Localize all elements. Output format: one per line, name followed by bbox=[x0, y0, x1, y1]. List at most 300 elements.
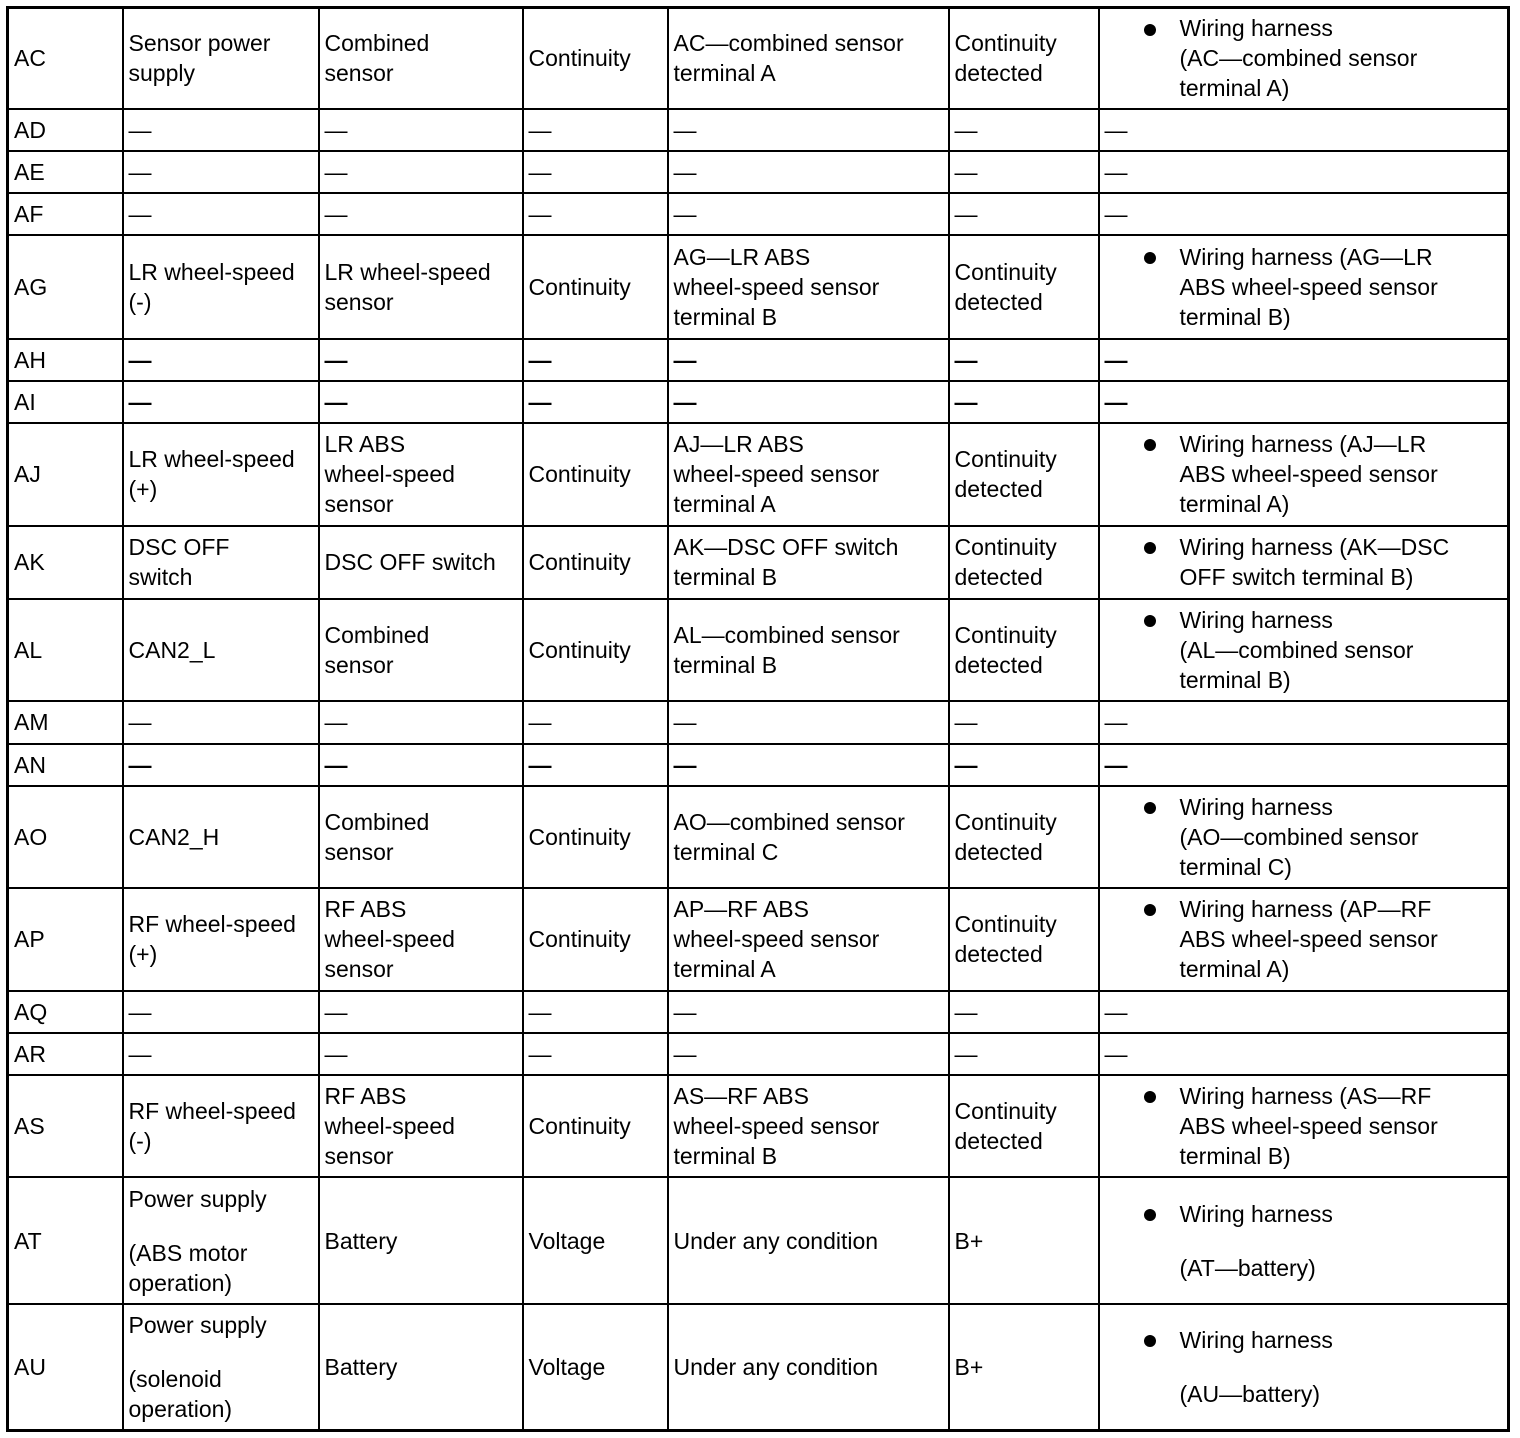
result-cell bbox=[949, 599, 1099, 701]
text-line: Under any condition bbox=[673, 1353, 879, 1380]
dash-mark: — bbox=[1104, 346, 1128, 373]
text-line: Power supply bbox=[128, 1185, 267, 1212]
dash-mark: — bbox=[528, 117, 552, 143]
text-line: (AU—battery) bbox=[1179, 1380, 1321, 1407]
empty-cell bbox=[668, 991, 949, 1033]
remarks-text bbox=[1180, 13, 1503, 103]
empty-cell bbox=[523, 381, 668, 423]
text-line: detected bbox=[954, 289, 1043, 316]
text-line: wheel-speed sensor bbox=[673, 1113, 880, 1140]
empty-cell bbox=[668, 701, 949, 743]
table-row bbox=[8, 1075, 1509, 1177]
empty-cell bbox=[668, 151, 949, 193]
result-cell bbox=[949, 423, 1099, 525]
empty-cell bbox=[949, 701, 1099, 743]
result-cell bbox=[949, 888, 1099, 990]
dash-mark: — bbox=[128, 117, 152, 143]
dash-mark: — bbox=[1104, 709, 1128, 736]
dash-mark: — bbox=[128, 346, 152, 373]
text-line: Power supply bbox=[128, 1311, 267, 1338]
bullet-icon bbox=[1144, 802, 1156, 814]
text-line: DSC OFF switch bbox=[324, 549, 496, 576]
text-line: terminal C) bbox=[1179, 853, 1292, 880]
result-cell bbox=[949, 8, 1099, 109]
bullet-icon bbox=[1144, 252, 1156, 264]
text-line: RF ABS bbox=[324, 1083, 407, 1110]
terminal-cell: AJ bbox=[8, 423, 123, 525]
text-line: Continuity bbox=[954, 911, 1057, 938]
remarks-text bbox=[1180, 1199, 1503, 1283]
text-line: sensor bbox=[324, 838, 394, 865]
text-line: (+) bbox=[128, 941, 158, 968]
dash-mark: — bbox=[954, 389, 978, 416]
text-line: (solenoid bbox=[128, 1365, 222, 1392]
bullet-icon bbox=[1144, 1335, 1156, 1347]
text-line: Continuity bbox=[954, 259, 1057, 286]
empty-cell bbox=[523, 744, 668, 786]
empty-cell bbox=[1099, 991, 1509, 1033]
dash-mark: — bbox=[1104, 751, 1128, 778]
text-line: Continuity bbox=[954, 30, 1057, 57]
terminal-cell: AT bbox=[8, 1177, 123, 1304]
text-line: AS—RF ABS bbox=[673, 1083, 809, 1110]
dash-mark: — bbox=[528, 389, 552, 416]
text-line: terminal C bbox=[673, 838, 779, 865]
empty-cell bbox=[319, 701, 523, 743]
terminal-cell: AQ bbox=[8, 991, 123, 1033]
empty-cell bbox=[123, 744, 319, 786]
text-line: sensor bbox=[324, 652, 394, 679]
remarks-cell bbox=[1099, 888, 1509, 990]
text-line: (AL—combined sensor bbox=[1179, 637, 1414, 664]
text-line bbox=[129, 1214, 313, 1238]
text-line: LR wheel-speed bbox=[128, 446, 295, 473]
dash-mark: — bbox=[528, 159, 552, 186]
dash-mark: — bbox=[673, 389, 697, 416]
result-cell bbox=[949, 1075, 1099, 1177]
empty-cell bbox=[523, 109, 668, 151]
text-line: ABS wheel-speed sensor bbox=[1179, 461, 1438, 488]
dash-mark: — bbox=[1104, 389, 1128, 416]
text-line: Combined bbox=[324, 622, 430, 649]
table-row bbox=[8, 1177, 1509, 1304]
dash-mark: — bbox=[324, 201, 348, 228]
connected-part-cell bbox=[319, 526, 523, 599]
empty-cell bbox=[123, 701, 319, 743]
connected-part-cell bbox=[319, 1304, 523, 1431]
text-line: CAN2_H bbox=[128, 823, 220, 850]
text-line: LR wheel-speed bbox=[324, 259, 491, 286]
terminal-cell: AC bbox=[8, 8, 123, 109]
dash-mark: — bbox=[528, 201, 552, 228]
test-condition-cell bbox=[668, 235, 949, 338]
text-line: (-) bbox=[128, 289, 152, 316]
dash-mark: — bbox=[128, 201, 152, 228]
text-line: Continuity bbox=[954, 808, 1057, 835]
text-line: Wiring harness (AP—RF bbox=[1179, 896, 1432, 923]
text-line: detected bbox=[954, 838, 1043, 865]
test-item-cell: Continuity bbox=[523, 8, 668, 109]
connected-part-cell bbox=[319, 8, 523, 109]
empty-cell bbox=[523, 701, 668, 743]
text-line: ABS wheel-speed sensor bbox=[1179, 274, 1438, 301]
empty-cell bbox=[949, 381, 1099, 423]
empty-cell bbox=[949, 193, 1099, 235]
connected-part-cell bbox=[319, 1075, 523, 1177]
text-line: wheel-speed bbox=[324, 926, 455, 953]
dash-mark: — bbox=[673, 998, 697, 1025]
text-line: terminal B bbox=[673, 304, 778, 331]
test-item-cell: Continuity bbox=[523, 526, 668, 599]
dash-mark: — bbox=[954, 751, 978, 778]
text-line: RF wheel-speed bbox=[128, 911, 296, 938]
empty-cell bbox=[123, 339, 319, 381]
text-line: detected bbox=[954, 652, 1043, 679]
text-line: terminal A bbox=[673, 956, 776, 983]
remarks-text bbox=[1180, 894, 1503, 984]
text-line: detected bbox=[954, 476, 1043, 503]
text-line bbox=[1180, 1229, 1503, 1253]
dash-mark: — bbox=[128, 159, 152, 186]
text-line: Wiring harness bbox=[1179, 15, 1333, 42]
signal-name-cell bbox=[123, 599, 319, 701]
text-line: Combined bbox=[324, 30, 430, 57]
dash-mark: — bbox=[128, 1040, 152, 1067]
dash-mark: — bbox=[954, 201, 978, 228]
empty-cell bbox=[123, 109, 319, 151]
text-line: sensor bbox=[324, 289, 394, 316]
dash-mark: — bbox=[954, 159, 978, 186]
text-line: wheel-speed sensor bbox=[673, 274, 880, 301]
table-row bbox=[8, 888, 1509, 990]
empty-cell bbox=[1099, 109, 1509, 151]
connected-part-cell bbox=[319, 1177, 523, 1304]
empty-cell bbox=[123, 193, 319, 235]
remarks-text bbox=[1180, 429, 1503, 519]
test-item-cell: Voltage bbox=[523, 1304, 668, 1431]
text-line: Continuity bbox=[954, 1098, 1057, 1125]
dash-mark: — bbox=[324, 998, 348, 1025]
empty-cell bbox=[123, 151, 319, 193]
text-line: detected bbox=[954, 564, 1043, 591]
text-line: Battery bbox=[324, 1353, 398, 1380]
empty-cell bbox=[123, 381, 319, 423]
remarks-cell bbox=[1099, 1304, 1509, 1431]
text-line: terminal B) bbox=[1179, 304, 1291, 331]
dash-mark: — bbox=[128, 751, 152, 778]
dash-mark: — bbox=[528, 709, 552, 736]
terminal-cell: AK bbox=[8, 526, 123, 599]
empty-cell bbox=[123, 1033, 319, 1075]
text-line: Battery bbox=[324, 1227, 398, 1254]
dash-mark: — bbox=[324, 346, 348, 373]
test-condition-cell bbox=[668, 1177, 949, 1304]
text-line bbox=[129, 1340, 313, 1364]
bullet-icon bbox=[1144, 24, 1156, 36]
text-line: AO—combined sensor bbox=[673, 808, 905, 835]
empty-cell bbox=[668, 109, 949, 151]
text-line: sensor bbox=[324, 1143, 394, 1170]
text-line: AL—combined sensor bbox=[673, 622, 900, 649]
empty-cell bbox=[1099, 381, 1509, 423]
connected-part-cell bbox=[319, 235, 523, 338]
terminal-cell: AE bbox=[8, 151, 123, 193]
text-line bbox=[1180, 1355, 1503, 1379]
terminal-cell: AL bbox=[8, 599, 123, 701]
text-line: terminal B bbox=[673, 564, 778, 591]
text-line: CAN2_L bbox=[128, 637, 216, 664]
table-row bbox=[8, 109, 1509, 151]
bullet-icon bbox=[1144, 1209, 1156, 1221]
empty-cell bbox=[319, 109, 523, 151]
terminal-cell: AS bbox=[8, 1075, 123, 1177]
text-line: (AO—combined sensor bbox=[1179, 823, 1419, 850]
text-line: Wiring harness (AG—LR bbox=[1179, 244, 1433, 271]
text-line: detected bbox=[954, 941, 1043, 968]
text-line: Wiring harness bbox=[1179, 607, 1333, 634]
terminal-cell: AR bbox=[8, 1033, 123, 1075]
empty-cell bbox=[523, 193, 668, 235]
dash-mark: — bbox=[1104, 201, 1128, 228]
signal-name-cell bbox=[123, 526, 319, 599]
dash-mark: — bbox=[673, 1040, 697, 1067]
signal-name-cell bbox=[123, 1075, 319, 1177]
connected-part-cell bbox=[319, 423, 523, 525]
signal-name-cell bbox=[123, 786, 319, 888]
dash-mark: — bbox=[528, 346, 552, 373]
text-line: Continuity bbox=[954, 622, 1057, 649]
text-line: terminal B) bbox=[1179, 1143, 1291, 1170]
remarks-cell bbox=[1099, 1075, 1509, 1177]
text-line: AJ—LR ABS bbox=[673, 431, 804, 458]
empty-cell bbox=[1099, 701, 1509, 743]
text-line: terminal A) bbox=[1179, 491, 1290, 518]
test-item-cell: Continuity bbox=[523, 599, 668, 701]
text-line: supply bbox=[128, 60, 195, 87]
remarks-cell bbox=[1099, 8, 1509, 109]
test-item-cell: Continuity bbox=[523, 235, 668, 338]
remarks-cell bbox=[1099, 526, 1509, 599]
result-cell bbox=[949, 1177, 1099, 1304]
signal-name-cell bbox=[123, 423, 319, 525]
remarks-text bbox=[1180, 532, 1503, 592]
bullet-icon bbox=[1144, 1091, 1156, 1103]
empty-cell bbox=[668, 381, 949, 423]
text-line: RF ABS bbox=[324, 896, 407, 923]
terminal-cell: AH bbox=[8, 339, 123, 381]
text-line: sensor bbox=[324, 956, 394, 983]
dash-mark: — bbox=[128, 709, 152, 736]
terminal-cell: AD bbox=[8, 109, 123, 151]
signal-name-cell bbox=[123, 1177, 319, 1304]
text-line: Wiring harness (AS—RF bbox=[1179, 1083, 1432, 1110]
empty-cell bbox=[1099, 193, 1509, 235]
terminal-cell: AO bbox=[8, 786, 123, 888]
test-condition-cell bbox=[668, 1075, 949, 1177]
empty-cell bbox=[1099, 1033, 1509, 1075]
dash-mark: — bbox=[954, 709, 978, 736]
dash-mark: — bbox=[673, 117, 697, 143]
text-line: Combined bbox=[324, 808, 430, 835]
test-condition-cell bbox=[668, 888, 949, 990]
table-row bbox=[8, 381, 1509, 423]
test-item-cell: Continuity bbox=[523, 786, 668, 888]
text-line: Wiring harness bbox=[1179, 1326, 1333, 1353]
dash-mark: — bbox=[1104, 159, 1128, 186]
dash-mark: — bbox=[1104, 117, 1128, 143]
test-condition-cell bbox=[668, 526, 949, 599]
text-line: RF wheel-speed bbox=[128, 1098, 296, 1125]
dash-mark: — bbox=[673, 201, 697, 228]
bullet-icon bbox=[1144, 439, 1156, 451]
result-cell bbox=[949, 1304, 1099, 1431]
test-condition-cell bbox=[668, 1304, 949, 1431]
dash-mark: — bbox=[954, 346, 978, 373]
text-line: AK—DSC OFF switch bbox=[673, 534, 899, 561]
text-line: Continuity bbox=[954, 534, 1057, 561]
empty-cell bbox=[319, 339, 523, 381]
test-condition-cell bbox=[668, 423, 949, 525]
text-line: (AT—battery) bbox=[1179, 1254, 1316, 1281]
dash-mark: — bbox=[673, 346, 697, 373]
text-line: Sensor power bbox=[128, 30, 271, 57]
dash-mark: — bbox=[1104, 1040, 1128, 1067]
empty-cell bbox=[523, 991, 668, 1033]
empty-cell bbox=[1099, 744, 1509, 786]
dash-mark: — bbox=[324, 159, 348, 186]
test-condition-cell bbox=[668, 8, 949, 109]
remarks-text bbox=[1180, 1081, 1503, 1171]
dash-mark: — bbox=[324, 709, 348, 736]
terminal-cell: AM bbox=[8, 701, 123, 743]
empty-cell bbox=[949, 1033, 1099, 1075]
connected-part-cell bbox=[319, 888, 523, 990]
bullet-icon bbox=[1144, 615, 1156, 627]
text-line: (-) bbox=[128, 1128, 152, 1155]
text-line: Wiring harness (AJ—LR bbox=[1179, 431, 1427, 458]
text-line: (ABS motor bbox=[128, 1239, 248, 1266]
remarks-cell bbox=[1099, 1177, 1509, 1304]
text-line: switch bbox=[128, 564, 193, 591]
dash-mark: — bbox=[954, 1040, 978, 1067]
text-line: wheel-speed bbox=[324, 461, 455, 488]
text-line: wheel-speed bbox=[324, 1113, 455, 1140]
empty-cell bbox=[319, 151, 523, 193]
table-row bbox=[8, 786, 1509, 888]
text-line: AC—combined sensor bbox=[673, 30, 904, 57]
connected-part-cell bbox=[319, 786, 523, 888]
empty-cell bbox=[523, 339, 668, 381]
empty-cell bbox=[1099, 339, 1509, 381]
signal-name-cell bbox=[123, 235, 319, 338]
empty-cell bbox=[949, 339, 1099, 381]
text-line: Wiring harness bbox=[1179, 1200, 1333, 1227]
empty-cell bbox=[319, 991, 523, 1033]
remarks-text bbox=[1180, 605, 1503, 695]
empty-cell bbox=[668, 1033, 949, 1075]
empty-cell bbox=[1099, 151, 1509, 193]
text-line: ABS wheel-speed sensor bbox=[1179, 926, 1438, 953]
text-line: operation) bbox=[128, 1395, 233, 1422]
text-line: wheel-speed sensor bbox=[673, 926, 880, 953]
table-row bbox=[8, 235, 1509, 338]
table-row bbox=[8, 1304, 1509, 1431]
table-row bbox=[8, 701, 1509, 743]
text-line: OFF switch terminal B) bbox=[1179, 564, 1414, 591]
text-line: terminal B bbox=[673, 652, 778, 679]
text-line: detected bbox=[954, 60, 1043, 87]
test-condition-cell bbox=[668, 599, 949, 701]
empty-cell bbox=[668, 339, 949, 381]
dash-mark: — bbox=[324, 389, 348, 416]
table-row bbox=[8, 744, 1509, 786]
test-condition-cell bbox=[668, 786, 949, 888]
text-line: detected bbox=[954, 1128, 1043, 1155]
dash-mark: — bbox=[324, 751, 348, 778]
test-item-cell: Continuity bbox=[523, 423, 668, 525]
remarks-cell bbox=[1099, 599, 1509, 701]
remarks-cell bbox=[1099, 423, 1509, 525]
text-line: sensor bbox=[324, 491, 394, 518]
bullet-icon bbox=[1144, 542, 1156, 554]
remarks-text bbox=[1180, 1325, 1503, 1409]
dash-mark: — bbox=[128, 389, 152, 416]
text-line: B+ bbox=[954, 1227, 984, 1254]
remarks-text bbox=[1180, 242, 1503, 332]
remarks-cell bbox=[1099, 786, 1509, 888]
text-line: LR ABS bbox=[324, 431, 406, 458]
text-line: Wiring harness bbox=[1179, 793, 1333, 820]
table-row bbox=[8, 339, 1509, 381]
text-line: terminal A) bbox=[1179, 75, 1290, 102]
result-cell bbox=[949, 235, 1099, 338]
empty-cell bbox=[949, 151, 1099, 193]
dash-mark: — bbox=[528, 998, 552, 1025]
remarks-text bbox=[1180, 792, 1503, 882]
text-line: ABS wheel-speed sensor bbox=[1179, 1113, 1438, 1140]
remarks-cell bbox=[1099, 235, 1509, 338]
terminal-cell: AG bbox=[8, 235, 123, 338]
dash-mark: — bbox=[324, 117, 348, 143]
text-line: Wiring harness (AK—DSC bbox=[1179, 534, 1450, 561]
dash-mark: — bbox=[324, 1040, 348, 1067]
empty-cell bbox=[949, 744, 1099, 786]
empty-cell bbox=[949, 109, 1099, 151]
result-cell bbox=[949, 526, 1099, 599]
signal-name-cell bbox=[123, 8, 319, 109]
dash-mark: — bbox=[954, 998, 978, 1025]
text-line: terminal A bbox=[673, 60, 776, 87]
connected-part-cell bbox=[319, 599, 523, 701]
dash-mark: — bbox=[673, 751, 697, 778]
table-row bbox=[8, 991, 1509, 1033]
test-item-cell: Voltage bbox=[523, 1177, 668, 1304]
text-line: (+) bbox=[128, 476, 158, 503]
text-line: terminal B bbox=[673, 1143, 778, 1170]
empty-cell bbox=[319, 744, 523, 786]
terminal-cell: AI bbox=[8, 381, 123, 423]
text-line: DSC OFF bbox=[128, 534, 230, 561]
empty-cell bbox=[319, 193, 523, 235]
text-line: terminal A bbox=[673, 491, 776, 518]
dash-mark: — bbox=[954, 117, 978, 143]
empty-cell bbox=[949, 991, 1099, 1033]
text-line: Under any condition bbox=[673, 1227, 879, 1254]
text-line: sensor bbox=[324, 60, 394, 87]
dash-mark: — bbox=[1104, 998, 1128, 1025]
table-row bbox=[8, 526, 1509, 599]
dash-mark: — bbox=[528, 1040, 552, 1067]
